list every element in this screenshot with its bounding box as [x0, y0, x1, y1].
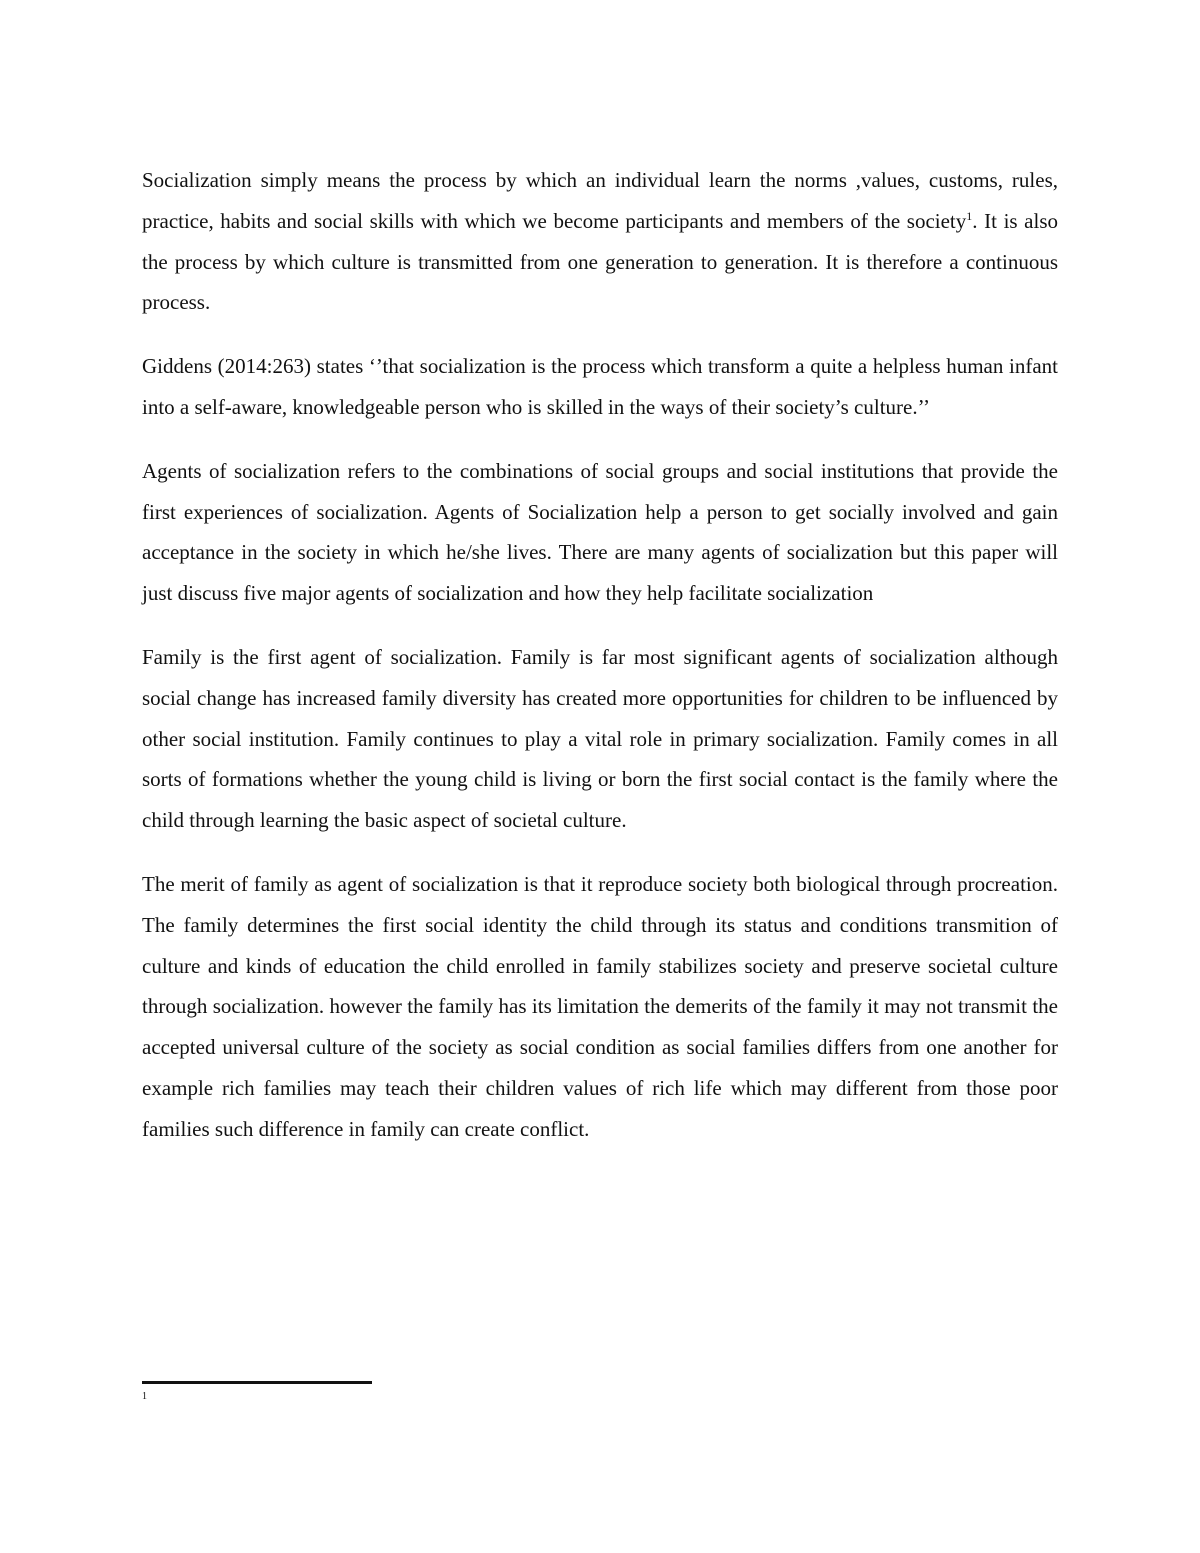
paragraph-agents-of-socialization: Agents of socialization refers to the combinations of social groups and social institutions that provide the first experiences of socialization. Agents of Socialization help a person to get socially involved and gain acceptance in the society in which he/she lives. There are many agents of socialization but this paper will just discuss five major agents of socialization and how they help facilitate socialization — [142, 458, 1058, 606]
paragraph-family-merit: The merit of family as agent of socialization is that it reproduce society both biological through procreation. The family determines the first social identity the child through its status and conditions transmition of culture and kinds of education the child enrolled in family stabilizes society and preserve societal culture through socialization. however the family has its limitation the demerits of the family it may not transmit the accepted universal culture of the society as social condition as social families differs from one another for example rich families may teach their children values of rich life which may different from those poor families such difference in family can create conflict. — [142, 871, 1058, 1141]
footnote-separator — [142, 1381, 372, 1384]
footnote-number: 1 — [142, 1391, 147, 1402]
paragraph-giddens-quote: Giddens (2014:263) states ‘’that socialization is the process which transform a quite a helpless human infant into a self-aware, knowledgeable person who is skilled in the ways of their society’s culture.’’ — [142, 354, 1058, 419]
paragraph-socialization-definition — [142, 160, 1058, 323]
paragraph-family-agent: Family is the first agent of socialization. Family is far most significant agents of socialization although social change has increased family diversity has created more opportunities for children to be influenced by other social institution. Family continues to play a vital role in primary socialization. Family comes in all sorts of formations whether the young child is living or born the first social contact is the family where the child through learning the basic aspect of societal culture. — [142, 644, 1058, 833]
paragraph-text: Socialization simply means the process by which an individual learn the norms ,values, customs, rules, practice, habits and social skills with which we become participants and members of the society — [142, 168, 1058, 233]
footnote-reference[interactable]: 1 — [966, 208, 973, 223]
footnote — [142, 1390, 147, 1404]
paragraph-text: . It is also the process by which culture is transmitted from one generation to generation. It is therefore a continuous process. — [142, 208, 1058, 315]
document-body — [142, 160, 1058, 1173]
